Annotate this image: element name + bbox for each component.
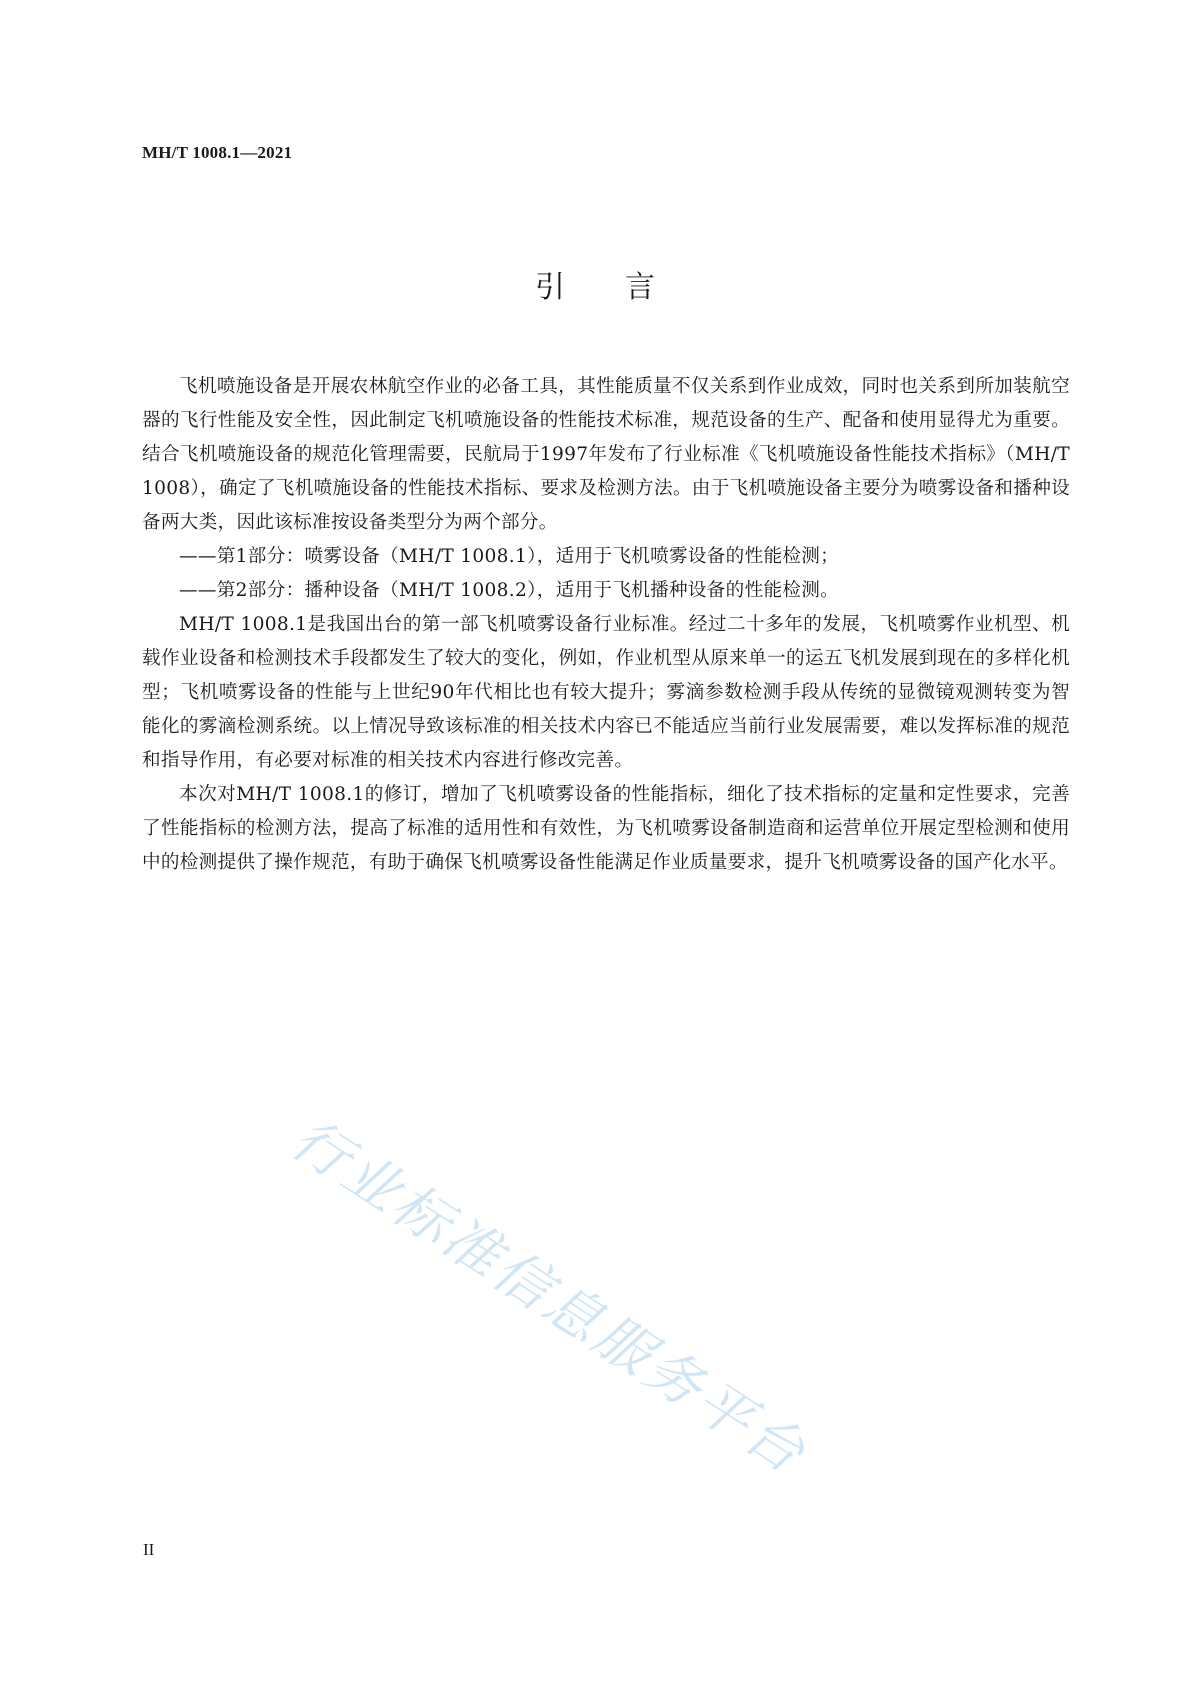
- page-number: II: [143, 1540, 155, 1559]
- paragraph-4: MH/T 1008.1是我国出台的第一部飞机喷雾设备行业标准。经过二十多年的发展，飞机喷雾作业机型、机载作业设备和检测技术手段都发生了较大的变化，例如，作业机型从原来单一的运五飞机发展到现在的多样化机型；飞机喷雾设备的性能与上世纪90年代相比也有较大提升；雾滴参数检测手段从传统的显微镜观测转变为智能化的雾滴检测系统。以上情况导致该标准的相关技术内容已不能适应当前行业发展需要，难以发挥标准的规范和指导作用，有必要对标准的相关技术内容进行修改完善。: [142, 614, 1070, 771]
- paragraph-2: ——第1部分：喷雾设备（MH/T 1008.1），适用于飞机喷雾设备的性能检测；: [179, 546, 840, 567]
- paragraph-5: 本次对MH/T 1008.1的修订，增加了飞机喷雾设备的性能指标，细化了技术指标的定量和定性要求，完善了性能指标的检测方法，提高了标准的适用性和有效性，为飞机喷雾设备制造商和运营单位开展定型检测和使用中的检测提供了操作规范，有助于确保飞机喷雾设备性能满足作业质量要求，提升飞机喷雾设备的国产化水平。: [142, 784, 1070, 873]
- section-title-right: 言: [625, 270, 655, 305]
- section-title: [0, 262, 1190, 306]
- paragraph-3: ——第2部分：播种设备（MH/T 1008.2），适用于飞机播种设备的性能检测。: [179, 580, 840, 601]
- document-code: MH/T 1008.1—2021: [142, 143, 293, 162]
- section-title-left: 引: [535, 270, 565, 305]
- watermark: 行业标准信息服务平台: [279, 1106, 819, 1488]
- introduction-body: [142, 370, 1070, 880]
- paragraph-1: 飞机喷施设备是开展农林航空作业的必备工具，其性能质量不仅关系到作业成效，同时也关系到所加装航空器的飞行性能及安全性，因此制定飞机喷施设备的性能技术标准，规范设备的生产、配备和使用显得尤为重要。结合飞机喷施设备的规范化管理需要，民航局于1997年发布了行业标准《飞机喷施设备性能技术指标》（MH/T 1008），确定了飞机喷施设备的性能技术指标、要求及检测方法。由于飞机喷施设备主要分为喷雾设备和播种设备两大类，因此该标准按设备类型分为两个部分。: [142, 376, 1070, 533]
